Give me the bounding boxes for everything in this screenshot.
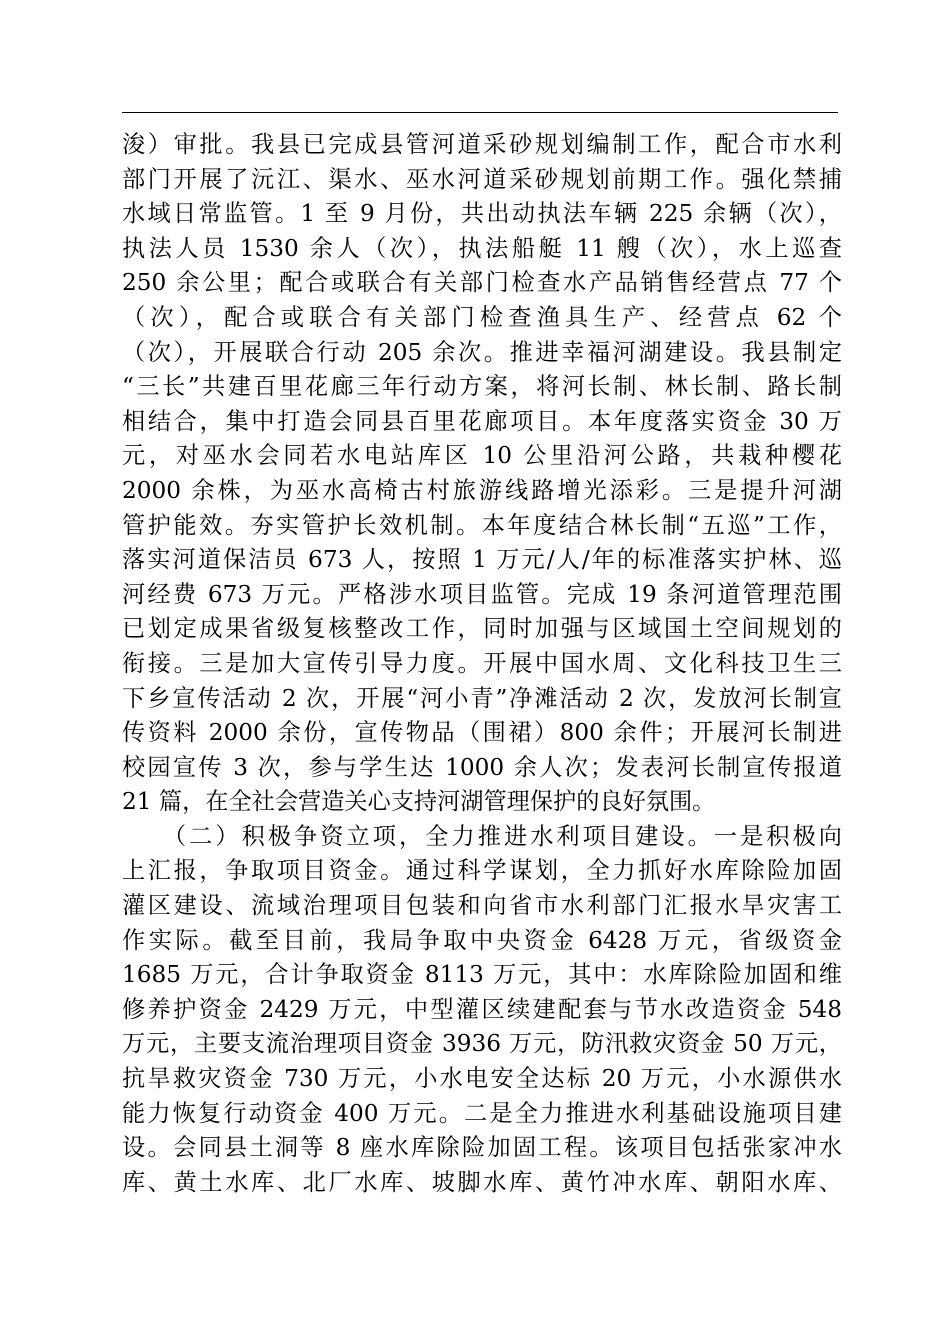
text-line: 部门开展了沅江、渠水、巫水河道采砂规划前期工作。强化禁捕	[122, 165, 842, 193]
text-line: （次），开展联合行动 205 余次。推进幸福河湖建设。我县制定	[122, 338, 842, 366]
text-line: 衔接。三是加大宣传引导力度。开展中国水周、文化科技卫生三	[122, 649, 842, 677]
text-line: 校园宣传 3 次，参与学生达 1000 余人次；发表河长制宣传报道	[122, 753, 842, 781]
text-line: “三长”共建百里花廊三年行动方案，将河长制、林长制、路长制	[122, 373, 842, 401]
text-line: 相结合，集中打造会同县百里花廊项目。本年度落实资金 30 万	[122, 407, 842, 435]
text-line: 灌区建设、流域治理项目包装和向省市水利部门汇报水旱灾害工	[122, 892, 842, 920]
text-line: 万元，主要支流治理项目资金 3936 万元，防汛救灾资金 50 万元，	[122, 1030, 842, 1058]
text-line: 已划定成果省级复核整改工作，同时加强与区域国土空间规划的	[122, 615, 842, 643]
text-line: 传资料 2000 余份，宣传物品（围裙）800 余件；开展河长制进	[122, 719, 842, 747]
text-line: 管护能效。夯实管护长效机制。本年度结合林长制“五巡”工作，	[122, 511, 842, 539]
paragraph-end-line: 21 篇，在全社会营造关心支持河湖管理保护的良好氛围。	[122, 788, 716, 816]
text-line: 水域日常监管。1 至 9 月份，共出动执法车辆 225 余辆（次），	[122, 200, 842, 228]
text-line: 下乡宣传活动 2 次，开展“河小青”净滩活动 2 次，发放河长制宣	[122, 684, 842, 712]
text-line: 抗旱救灾资金 730 万元，小水电安全达标 20 万元，小水源供水	[122, 1065, 842, 1093]
document-body	[122, 128, 842, 1200]
text-line: 执法人员 1530 余人（次），执法船艇 11 艘（次），水上巡查	[122, 234, 842, 262]
section-heading-line: （二）积极争资立项，全力推进水利项目建设。一是积极向	[122, 822, 842, 850]
text-line: 库、黄土水库、北厂水库、坡脚水库、黄竹冲水库、朝阳水库、	[122, 1168, 842, 1196]
text-line: 250 余公里；配合或联合有关部门检查水产品销售经营点 77 个	[122, 269, 842, 297]
text-line: 1685 万元，合计争取资金 8113 万元，其中：水库除险加固和维	[122, 961, 842, 989]
text-line: 浚）审批。我县已完成县管河道采砂规划编制工作，配合市水利	[122, 131, 842, 158]
text-line: 作实际。截至目前，我局争取中央资金 6428 万元，省级资金	[122, 926, 842, 954]
text-line: 落实河道保洁员 673 人，按照 1 万元/人/年的标准落实护林、巡	[122, 546, 842, 574]
text-line: 2000 余株，为巫水高椅古村旅游线路增光添彩。三是提升河湖	[122, 476, 842, 504]
header-rule	[122, 112, 838, 113]
text-line: 设。会同县土洞等 8 座水库除险加固工程。该项目包括张家冲水	[122, 1134, 842, 1162]
text-line: （次），配合或联合有关部门检查渔具生产、经营点 62 个	[122, 303, 842, 331]
text-line: 能力恢复行动资金 400 万元。二是全力推进水利基础设施项目建	[122, 1099, 842, 1127]
text-line: 元，对巫水会同若水电站库区 10 公里沿河公路，共栽种樱花	[122, 442, 842, 470]
text-line: 上汇报，争取项目资金。通过科学谋划，全力抓好水库除险加固	[122, 857, 842, 885]
text-line: 修养护资金 2429 万元，中型灌区续建配套与节水改造资金 548	[122, 995, 842, 1023]
text-line: 河经费 673 万元。严格涉水项目监管。完成 19 条河道管理范围	[122, 580, 842, 608]
